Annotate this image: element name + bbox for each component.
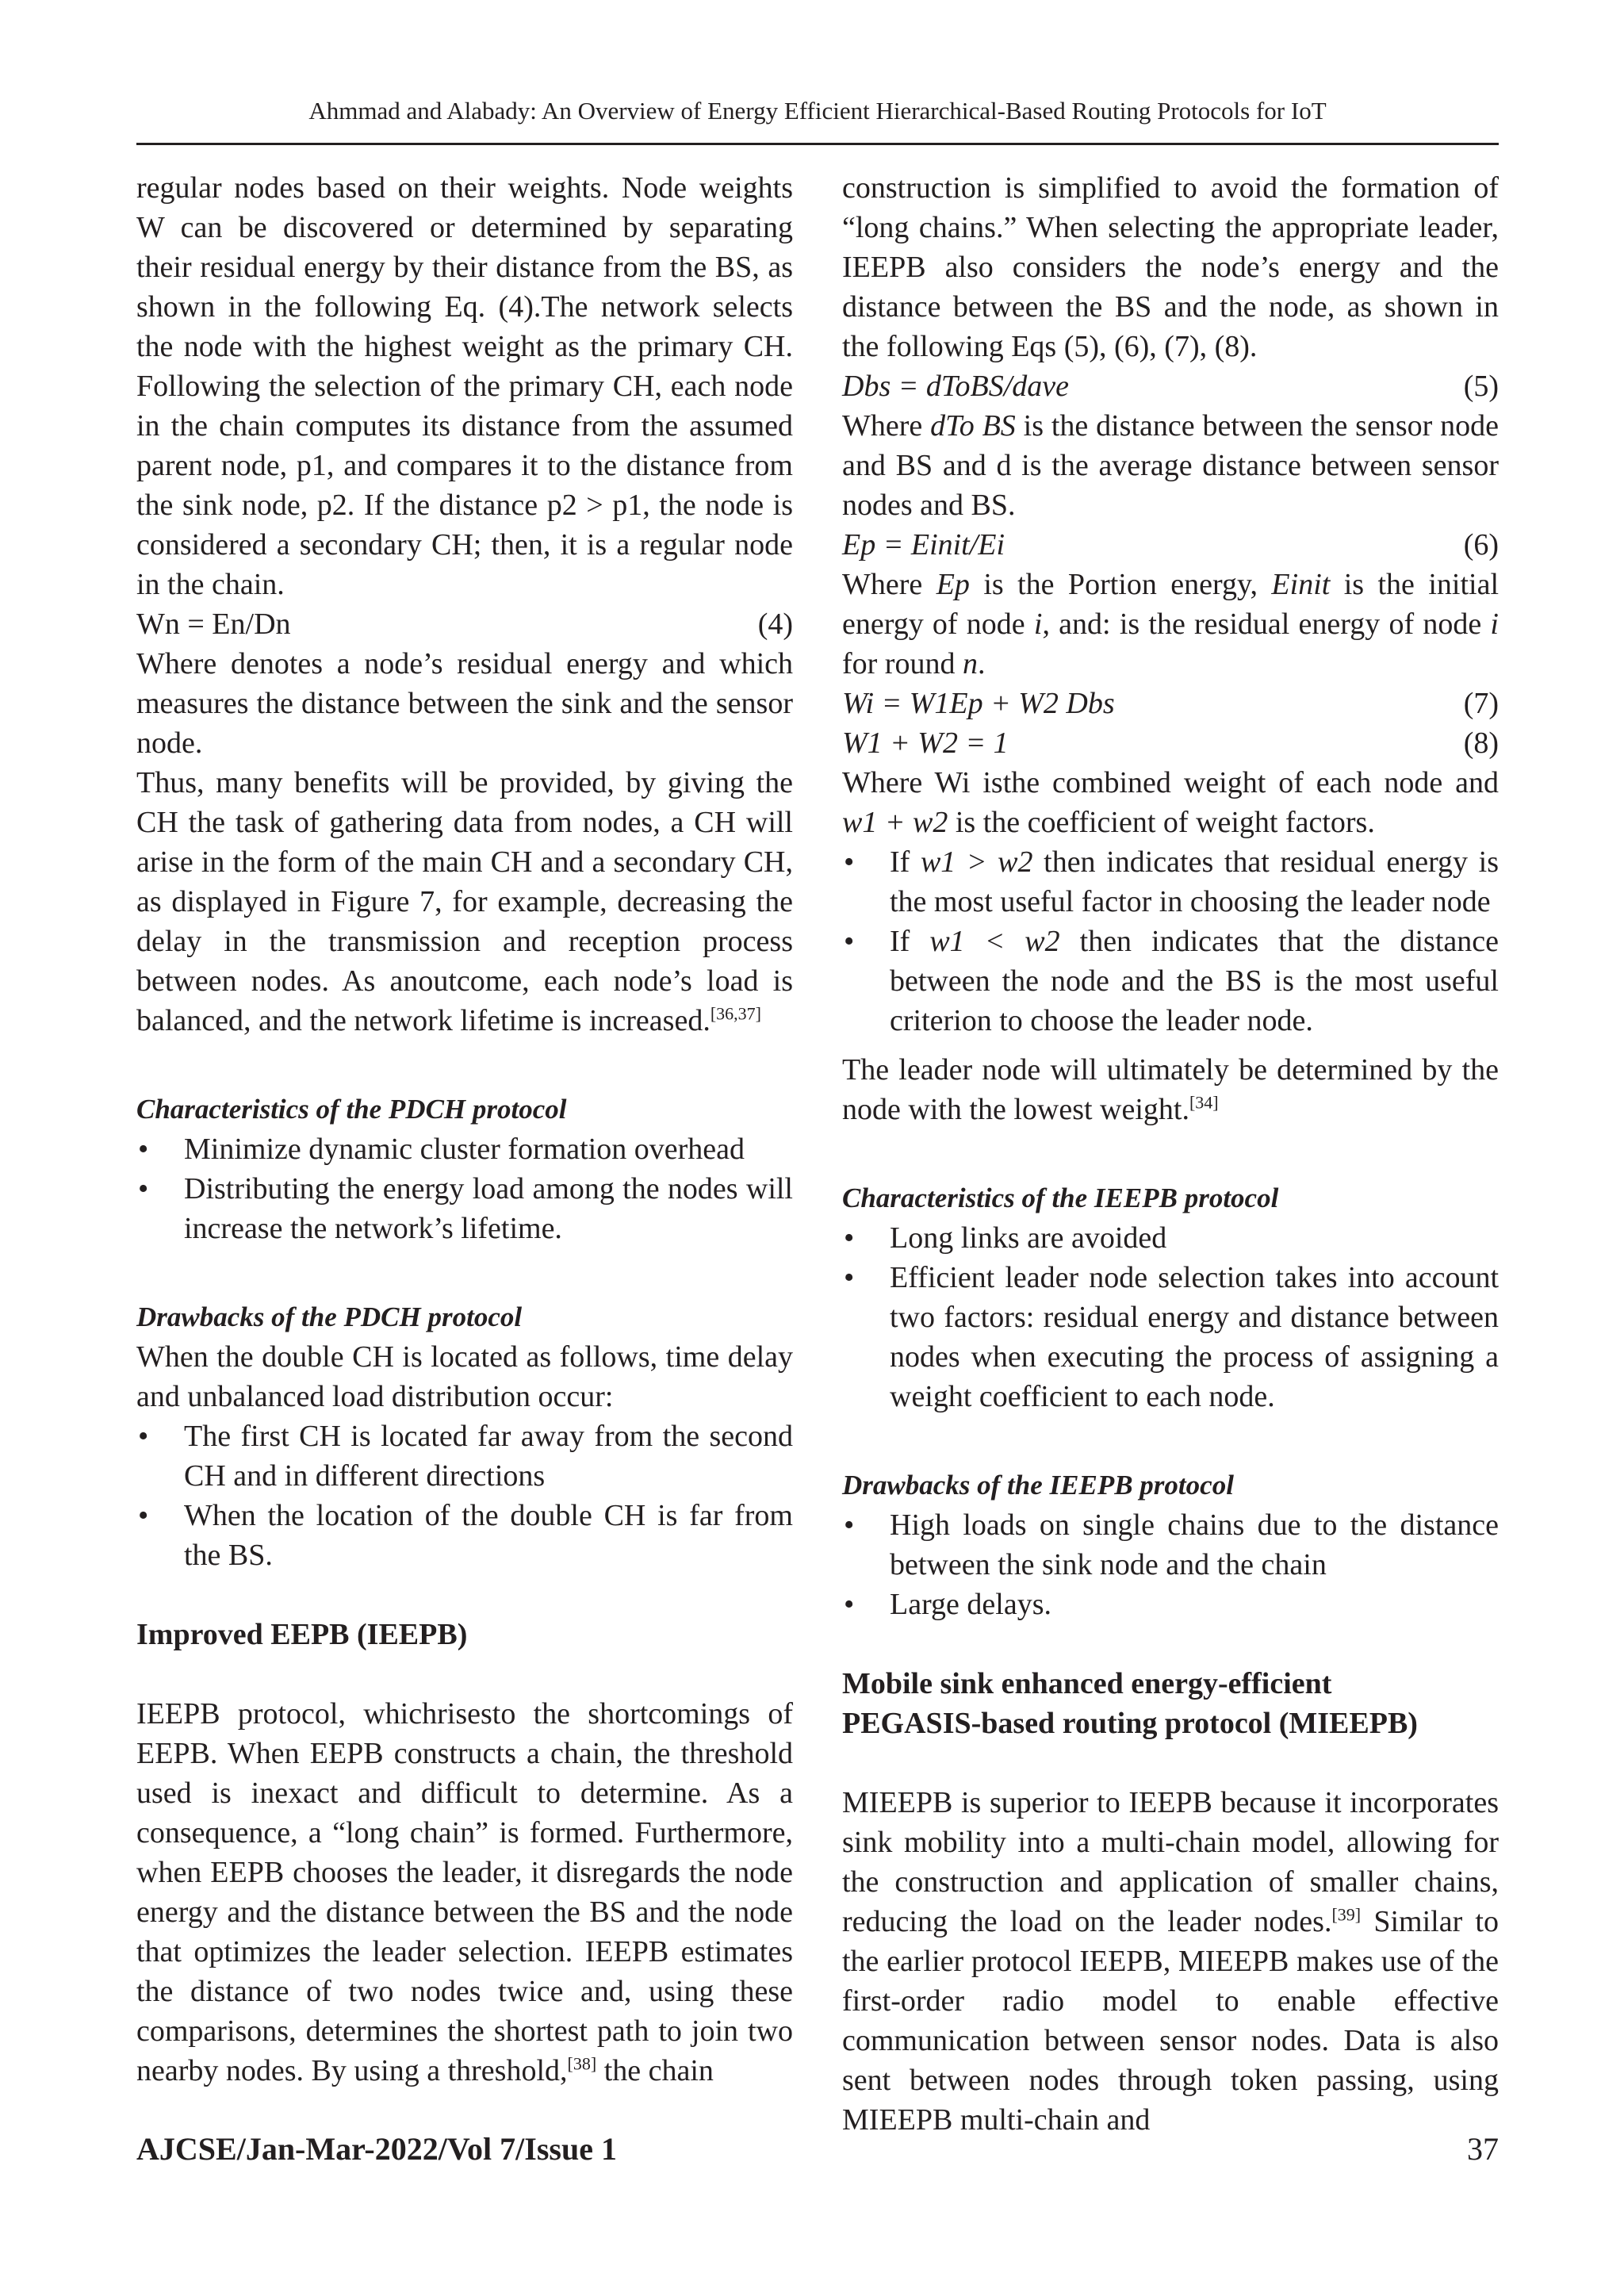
equation-4 — [136, 604, 793, 644]
bullet-icon: • — [138, 1172, 149, 1205]
bullet-icon: • — [844, 845, 855, 879]
equation-7-number: (7) — [1463, 687, 1499, 720]
paragraph-eq5-where: Where dTo BS is the distance between the sensor node and BS and d is the average distance between sensor nodes and BS. — [842, 409, 1499, 522]
subheading-pdch-characteristics: Characteristics of the PDCH protocol — [136, 1094, 567, 1125]
section-heading-mieepb: Mobile sink enhanced energy-efficient PEGASIS-based routing protocol (MIEEPB) — [842, 1667, 1418, 1740]
paragraph-ieepb-chain: construction is simplified to avoid the formation of “long chains.” When selecting the appropriate leader, IEEPB also considers the node’s energy and the distance between the BS and the node, as shown in the following Eqs (5), (6), (7), (8). — [842, 171, 1499, 363]
citation-39: [39] — [1331, 1904, 1362, 1925]
paragraph-ieepb-intro: IEEPB protocol, whichrisesto the shortcomings of EEPB. When EEPB constructs a chain, the threshold used is inexact and difficult to determine. As a consequence, a “long chain” is formed. Furthermore, when EEPB chooses the leader, it disregards the node energy and the distance between the BS and the node that optimizes the leader selection. IEEPB estimates the distance of two nodes twice and, using these comparisons, determines the shortest path to join two nearby nodes. By using a threshold,[38] the chain — [136, 1697, 793, 2087]
bullet-icon: • — [844, 1261, 855, 1294]
subheading-ieepb-characteristics: Characteristics of the IEEPB protocol — [842, 1182, 1279, 1213]
equation-8-number: (8) — [1463, 726, 1499, 760]
equation-6-formula: Ep = Einit/Ei — [842, 528, 1005, 562]
ieepb-characteristics-list — [842, 1218, 1499, 1416]
list-item: • If w1 > w2 then indicates that residual energy is the most useful factor in choosing the leader node — [842, 842, 1499, 922]
header-rule — [136, 143, 1499, 145]
equation-8-formula: W1 + W2 = 1 — [842, 726, 1009, 760]
running-header: Ahmmad and Alabady: An Overview of Energy Efficient Hierarchical-Based Routing Protocols for IoT — [308, 97, 1327, 125]
paragraph-pdch-benefits — [136, 763, 793, 1041]
subheading-pdch-drawbacks: Drawbacks of the PDCH protocol — [136, 1301, 523, 1332]
pdch-drawbacks-list — [136, 1416, 793, 1575]
bullet-icon: • — [844, 925, 855, 958]
equation-5 — [842, 366, 1499, 406]
list-item: • The first CH is located far away from the second CH and in different directions — [136, 1416, 793, 1496]
pdch-characteristics-list — [136, 1129, 793, 1248]
list-item: • Distributing the energy load among the nodes will increase the network’s lifetime. — [136, 1169, 793, 1248]
section-heading-ieepb: Improved EEPB (IEEPB) — [136, 1618, 468, 1651]
list-item: • If w1 < w2 then indicates that the distance between the node and the BS is the most useful criterion to choose the leader node. — [842, 922, 1499, 1041]
equation-5-number: (5) — [1463, 370, 1499, 403]
list-item: • Efficient leader node selection takes into account two factors: residual energy and distance between nodes when executing the process of assigning a weight coefficient to each node. — [842, 1258, 1499, 1416]
paragraph-eq4-where: Where denotes a node’s residual energy and which measures the distance between the sink and the sensor node. — [136, 647, 793, 760]
list-item: • Minimize dynamic cluster formation overhead — [136, 1129, 793, 1169]
paragraph-eq6-where: Where Ep is the Portion energy, Einit is the initial energy of node i, and: is the residual energy of node i for round n. — [842, 568, 1499, 680]
equation-7 — [842, 684, 1499, 723]
equation-4-formula: Wn = En/Dn — [136, 608, 291, 641]
right-column — [842, 168, 1499, 2140]
citation-36-37: [36,37] — [710, 1003, 761, 1024]
list-item: • Long links are avoided — [842, 1218, 1499, 1258]
citation-34: [34] — [1189, 1092, 1219, 1113]
paragraph-pdch-drawbacks-intro: When the double CH is located as follows, time delay and unbalanced load distribution occur: — [136, 1340, 793, 1413]
list-item: • Large delays. — [842, 1585, 1499, 1624]
citation-38: [38] — [567, 2053, 597, 2074]
equation-6 — [842, 525, 1499, 565]
equation-4-number: (4) — [757, 608, 793, 641]
bullet-icon: • — [844, 1588, 855, 1621]
list-item: • When the location of the double CH is far from the BS. — [136, 1496, 793, 1575]
paragraph-mieepb-intro: MIEEPB is superior to IEEPB because it incorporates sink mobility into a multi-chain model, allowing for the construction and application of smaller chains, reducing the load on the leader nodes.[39] Similar to the earlier protocol IEEPB, MIEEPB makes use of the first-order radio model to enable effective communication between sensor nodes. Data is also sent between nodes through token passing, using MIEEPB multi-chain and — [842, 1786, 1499, 2137]
paragraph-eq8-where: Where Wi isthe combined weight of each node and w1 + w2 is the coefficient of weight factors. — [842, 766, 1499, 839]
weight-factor-list — [842, 842, 1499, 1041]
bullet-icon: • — [138, 1499, 149, 1532]
equation-7-formula: Wi = W1Ep + W2 Dbs — [842, 687, 1115, 720]
left-column — [136, 168, 793, 2091]
page-number: 37 — [1467, 2131, 1499, 2167]
list-item: • High loads on single chains due to the distance between the sink node and the chain — [842, 1505, 1499, 1585]
bullet-icon: • — [844, 1221, 855, 1255]
equation-6-number: (6) — [1463, 528, 1499, 562]
paragraph-leader-node: The leader node will ultimately be determined by the node with the lowest weight.[34] — [842, 1053, 1499, 1126]
bullet-icon: • — [138, 1133, 149, 1166]
page-footer — [136, 2129, 1499, 2169]
bullet-icon: • — [844, 1508, 855, 1542]
bullet-icon: • — [138, 1420, 149, 1453]
ieepb-drawbacks-list — [842, 1505, 1499, 1624]
subheading-ieepb-drawbacks: Drawbacks of the IEEPB protocol — [842, 1470, 1234, 1501]
equation-8 — [842, 723, 1499, 763]
paragraph-pdch-weights: regular nodes based on their weights. Node weights W can be discovered or determined by separating their residual energy by their distance from the BS, as shown in the following Eq. (4).The network selects the node with the highest weight as the primary CH. Following the selection of the primary CH, each node in the chain computes its distance from the assumed parent node, p1, and compares it to the distance from the sink node, p2. If the distance p2 > p1, the node is considered a secondary CH; then, it is a regular node in the chain. — [136, 171, 793, 601]
equation-5-formula: Dbs = dToBS/dave — [842, 370, 1070, 403]
journal-reference: AJCSE/Jan-Mar-2022/Vol 7/Issue 1 — [136, 2131, 617, 2167]
paragraph-pdch-benefits-text: Thus, many benefits will be provided, by giving the CH the task of gathering data from nodes, a CH will arise in the form of the main CH and a secondary CH, as displayed in Figure 7, for example, decreasing the delay in the transmission and reception process between nodes. As anoutcome, each node’s load is balanced, and the network lifetime is increased. — [136, 766, 793, 1037]
